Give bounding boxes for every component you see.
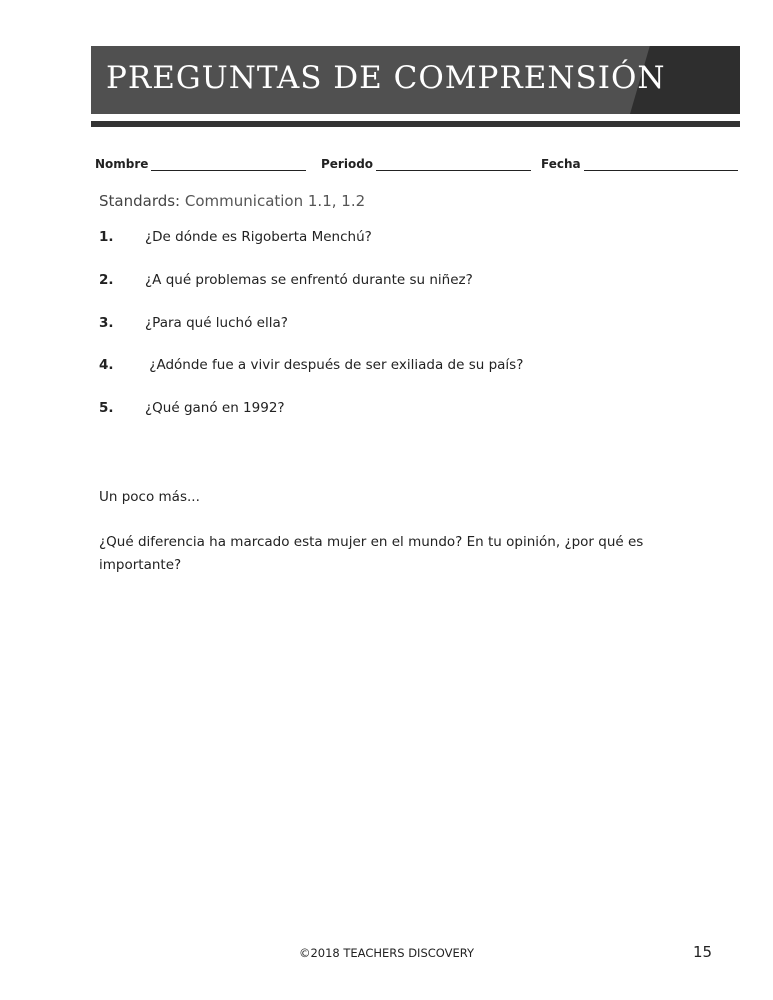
date-field[interactable]	[541, 157, 738, 171]
copyright: ©2018 TEACHERS DISCOVERY	[298, 946, 475, 960]
page-number: 15	[693, 943, 713, 961]
question-number: 5.	[99, 400, 114, 416]
question-number: 2.	[99, 272, 114, 288]
question	[99, 400, 285, 416]
question-text: ¿Adónde fue a vivir después de ser exiliada de su país?	[145, 357, 524, 373]
period-label: Periodo	[321, 157, 374, 171]
name-line[interactable]	[151, 158, 306, 171]
extra-heading: Un poco más...	[99, 489, 200, 505]
extra-question: ¿Qué diferencia ha marcado esta mujer en el mundo? En tu opinión, ¿por qué es importante?	[99, 534, 644, 573]
standards-label: Standards:	[99, 192, 181, 210]
period-field[interactable]	[321, 157, 531, 171]
name-label: Nombre	[95, 157, 149, 171]
date-line[interactable]	[584, 158, 738, 171]
question	[99, 229, 372, 245]
question-text: ¿Qué ganó en 1992?	[145, 400, 285, 416]
question	[99, 315, 288, 331]
question-text: ¿A qué problemas se enfrentó durante su niñez?	[145, 272, 473, 288]
period-line[interactable]	[376, 158, 531, 171]
title-banner	[91, 46, 740, 114]
date-label: Fecha	[541, 157, 581, 171]
question	[99, 272, 473, 288]
divider	[91, 121, 740, 127]
question-text: ¿Para qué luchó ella?	[145, 315, 288, 331]
name-field[interactable]	[95, 157, 306, 171]
question-number: 4.	[99, 357, 114, 373]
page-title: PREGUNTAS DE COMPRENSIÓN	[106, 60, 666, 96]
question	[99, 357, 523, 373]
standards-value: Communication 1.1, 1.2	[184, 192, 366, 210]
question-text: ¿De dónde es Rigoberta Menchú?	[145, 229, 372, 245]
question-number: 3.	[99, 315, 114, 331]
question-number: 1.	[99, 229, 114, 245]
standards	[99, 192, 365, 210]
